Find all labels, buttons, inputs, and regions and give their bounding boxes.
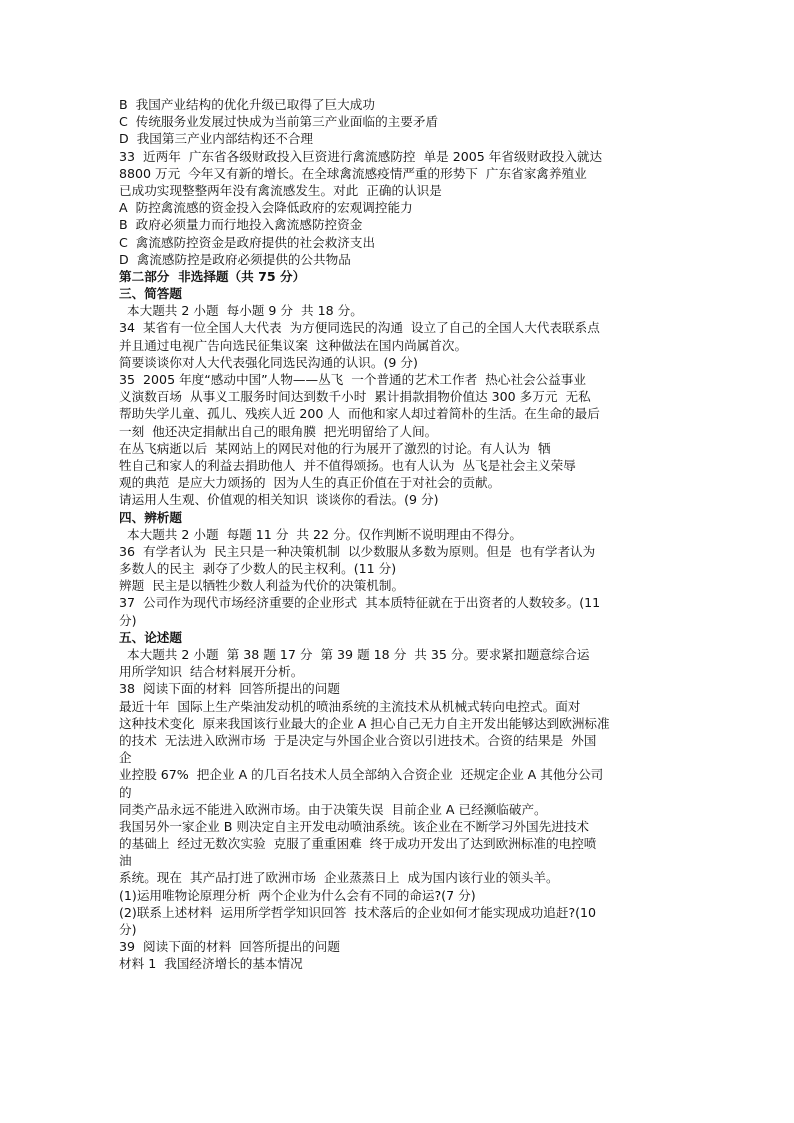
text-line: (1)运用唯物论原理分析 两个企业为什么会有不同的命运?(7 分) [119, 887, 476, 903]
document-body [119, 96, 679, 973]
text-line: (2)联系上述材料 运用所学哲学知识回答 技术落后的企业如何才能实现成功追赶?(10 [119, 904, 597, 920]
text-line: 8800 万元 今年又有新的增长。在全球禽流感疫情严重的形势下 广东省家禽养殖业 [119, 165, 587, 181]
text-line: 业控股 67% 把企业 A 的几百名技术人员全部纳入合资企业 还规定企业 A 其他分公司 [119, 767, 604, 783]
text-line: 38 阅读下面的材料 回答所提出的问题 [119, 681, 340, 697]
text-line: 最近十年 国际上生产柴油发动机的喷油系统的主流技术从机械式转向电控式。面对 [119, 698, 581, 714]
text-line: 在丛飞病逝以后 某网站上的网民对他的行为展开了激烈的讨论。有人认为 牺 [119, 440, 551, 456]
text-line: 并且通过电视广告向选民征集议案 这种做法在国内尚属首次。 [119, 337, 468, 353]
text-line: A 防控禽流感的资金投入会降低政府的宏观调控能力 [119, 200, 413, 216]
text-line: 简要谈谈你对人大代表强化同选民沟通的认识。(9 分) [119, 354, 418, 370]
text-line: 36 有学者认为 民主只是一种决策机制 以少数服从多数为原则。但是 也有学者认为 [119, 543, 596, 559]
text-line: 本大题共 2 小题 每小题 9 分 共 18 分。 [119, 303, 363, 319]
text-line: 我国另外一家企业 B 则决定自主开发电动喷油系统。该企业在不断学习外国先进技术 [119, 818, 590, 834]
text-line: 的技术 无法进入欧洲市场 于是决定与外国企业合资以引进技术。合资的结果是 外国 [119, 732, 597, 748]
text-line: 的 [119, 784, 132, 800]
text-line: 39 阅读下面的材料 回答所提出的问题 [119, 939, 340, 955]
text-line: 这种技术变化 原来我国该行业最大的企业 A 担心自己无力自主开发出能够达到欧洲标准 [119, 715, 610, 731]
text-line: 本大题共 2 小题 第 38 题 17 分 第 39 题 18 分 共 35 分。要求紧扣题意综合运 [119, 647, 590, 662]
text-line: 34 某省有一位全国人大代表 为方便同选民的沟通 设立了自己的全国人大代表联系点 [119, 320, 600, 336]
text-line: 请运用人生观、价值观的相关知识 谈谈你的看法。(9 分) [119, 492, 439, 508]
section-heading: 第二部分 非选择题（共 75 分） [119, 268, 306, 284]
text-line: 油 [119, 853, 132, 869]
text-line: 分) [119, 922, 137, 937]
text-line: 已成功实现整整两年没有禽流感发生。对此 正确的认识是 [119, 182, 442, 198]
text-line: 本大题共 2 小题 每题 11 分 共 22 分。仅作判断不说明理由不得分。 [119, 526, 522, 542]
text-line: 一刻 他还决定捐献出自己的眼角膜 把光明留给了人间。 [119, 423, 438, 439]
text-line: B 政府必须量力而行地投入禽流感防控资金 [119, 217, 363, 233]
text-line: D 我国第三产业内部结构还不合理 [119, 131, 314, 147]
text-line: C 禽流感防控资金是政府提供的社会救济支出 [119, 234, 376, 250]
section-heading: 四、辨析题 [119, 509, 182, 525]
text-line: 37 公司作为现代市场经济重要的企业形式 其本质特征就在于出资者的人数较多。(11 [119, 595, 601, 611]
text-line: 企 [119, 750, 132, 766]
text-line: 材料 1 我国经济增长的基本情况 [119, 956, 303, 972]
text-line: 35 2005 年度“感动中国”人物——丛飞 一个普通的艺术工作者 热心社会公益事业 [119, 372, 586, 387]
text-line: 观的典范 是应大力颂扬的 因为人生的真正价值在于对社会的贡献。 [119, 475, 501, 491]
text-line: 多数人的民主 剥夺了少数人的民主权利。(11 分) [119, 561, 397, 577]
text-line: D 禽流感防控是政府必须提供的公共物品 [119, 251, 351, 267]
text-line: B 我国产业结构的优化升级已取得了巨大成功 [119, 97, 375, 112]
text-line: 用所学知识 结合材料展开分析。 [119, 664, 304, 680]
text-line: 帮助失学儿童、孤儿、残疾人近 200 人 而他和家人却过着简朴的生活。在生命的最后 [119, 406, 600, 422]
text-line: 义演数百场 从事义工服务时间达到数千小时 累计捐款捐物价值达 300 多万元 无私 [119, 389, 591, 405]
text-line: 辨题 民主是以牺牲少数人利益为代价的决策机制。 [119, 578, 405, 594]
text-line: 同类产品永远不能进入欧洲市场。由于决策失误 目前企业 A 已经濒临破产。 [119, 801, 547, 817]
text-line: 分) [119, 612, 137, 628]
section-heading: 三、简答题 [119, 286, 182, 302]
text-line: 的基础上 经过无数次实验 克服了重重困难 终于成功开发出了达到欧洲标准的电控喷 [119, 836, 597, 852]
text-line: C 传统服务业发展过快成为当前第三产业面临的主要矛盾 [119, 114, 439, 130]
section-heading: 五、论述题 [119, 629, 182, 645]
text-line: 系统。现在 其产品打进了欧洲市场 企业蒸蒸日上 成为国内该行业的领头羊。 [119, 870, 559, 886]
text-line: 牲自己和家人的利益去捐助他人 并不值得颂扬。也有人认为 丛飞是社会主义荣辱 [119, 457, 576, 473]
text-line: 33 近两年 广东省各级财政投入巨资进行禽流感防控 单是 2005 年省级财政投入就达 [119, 148, 603, 164]
